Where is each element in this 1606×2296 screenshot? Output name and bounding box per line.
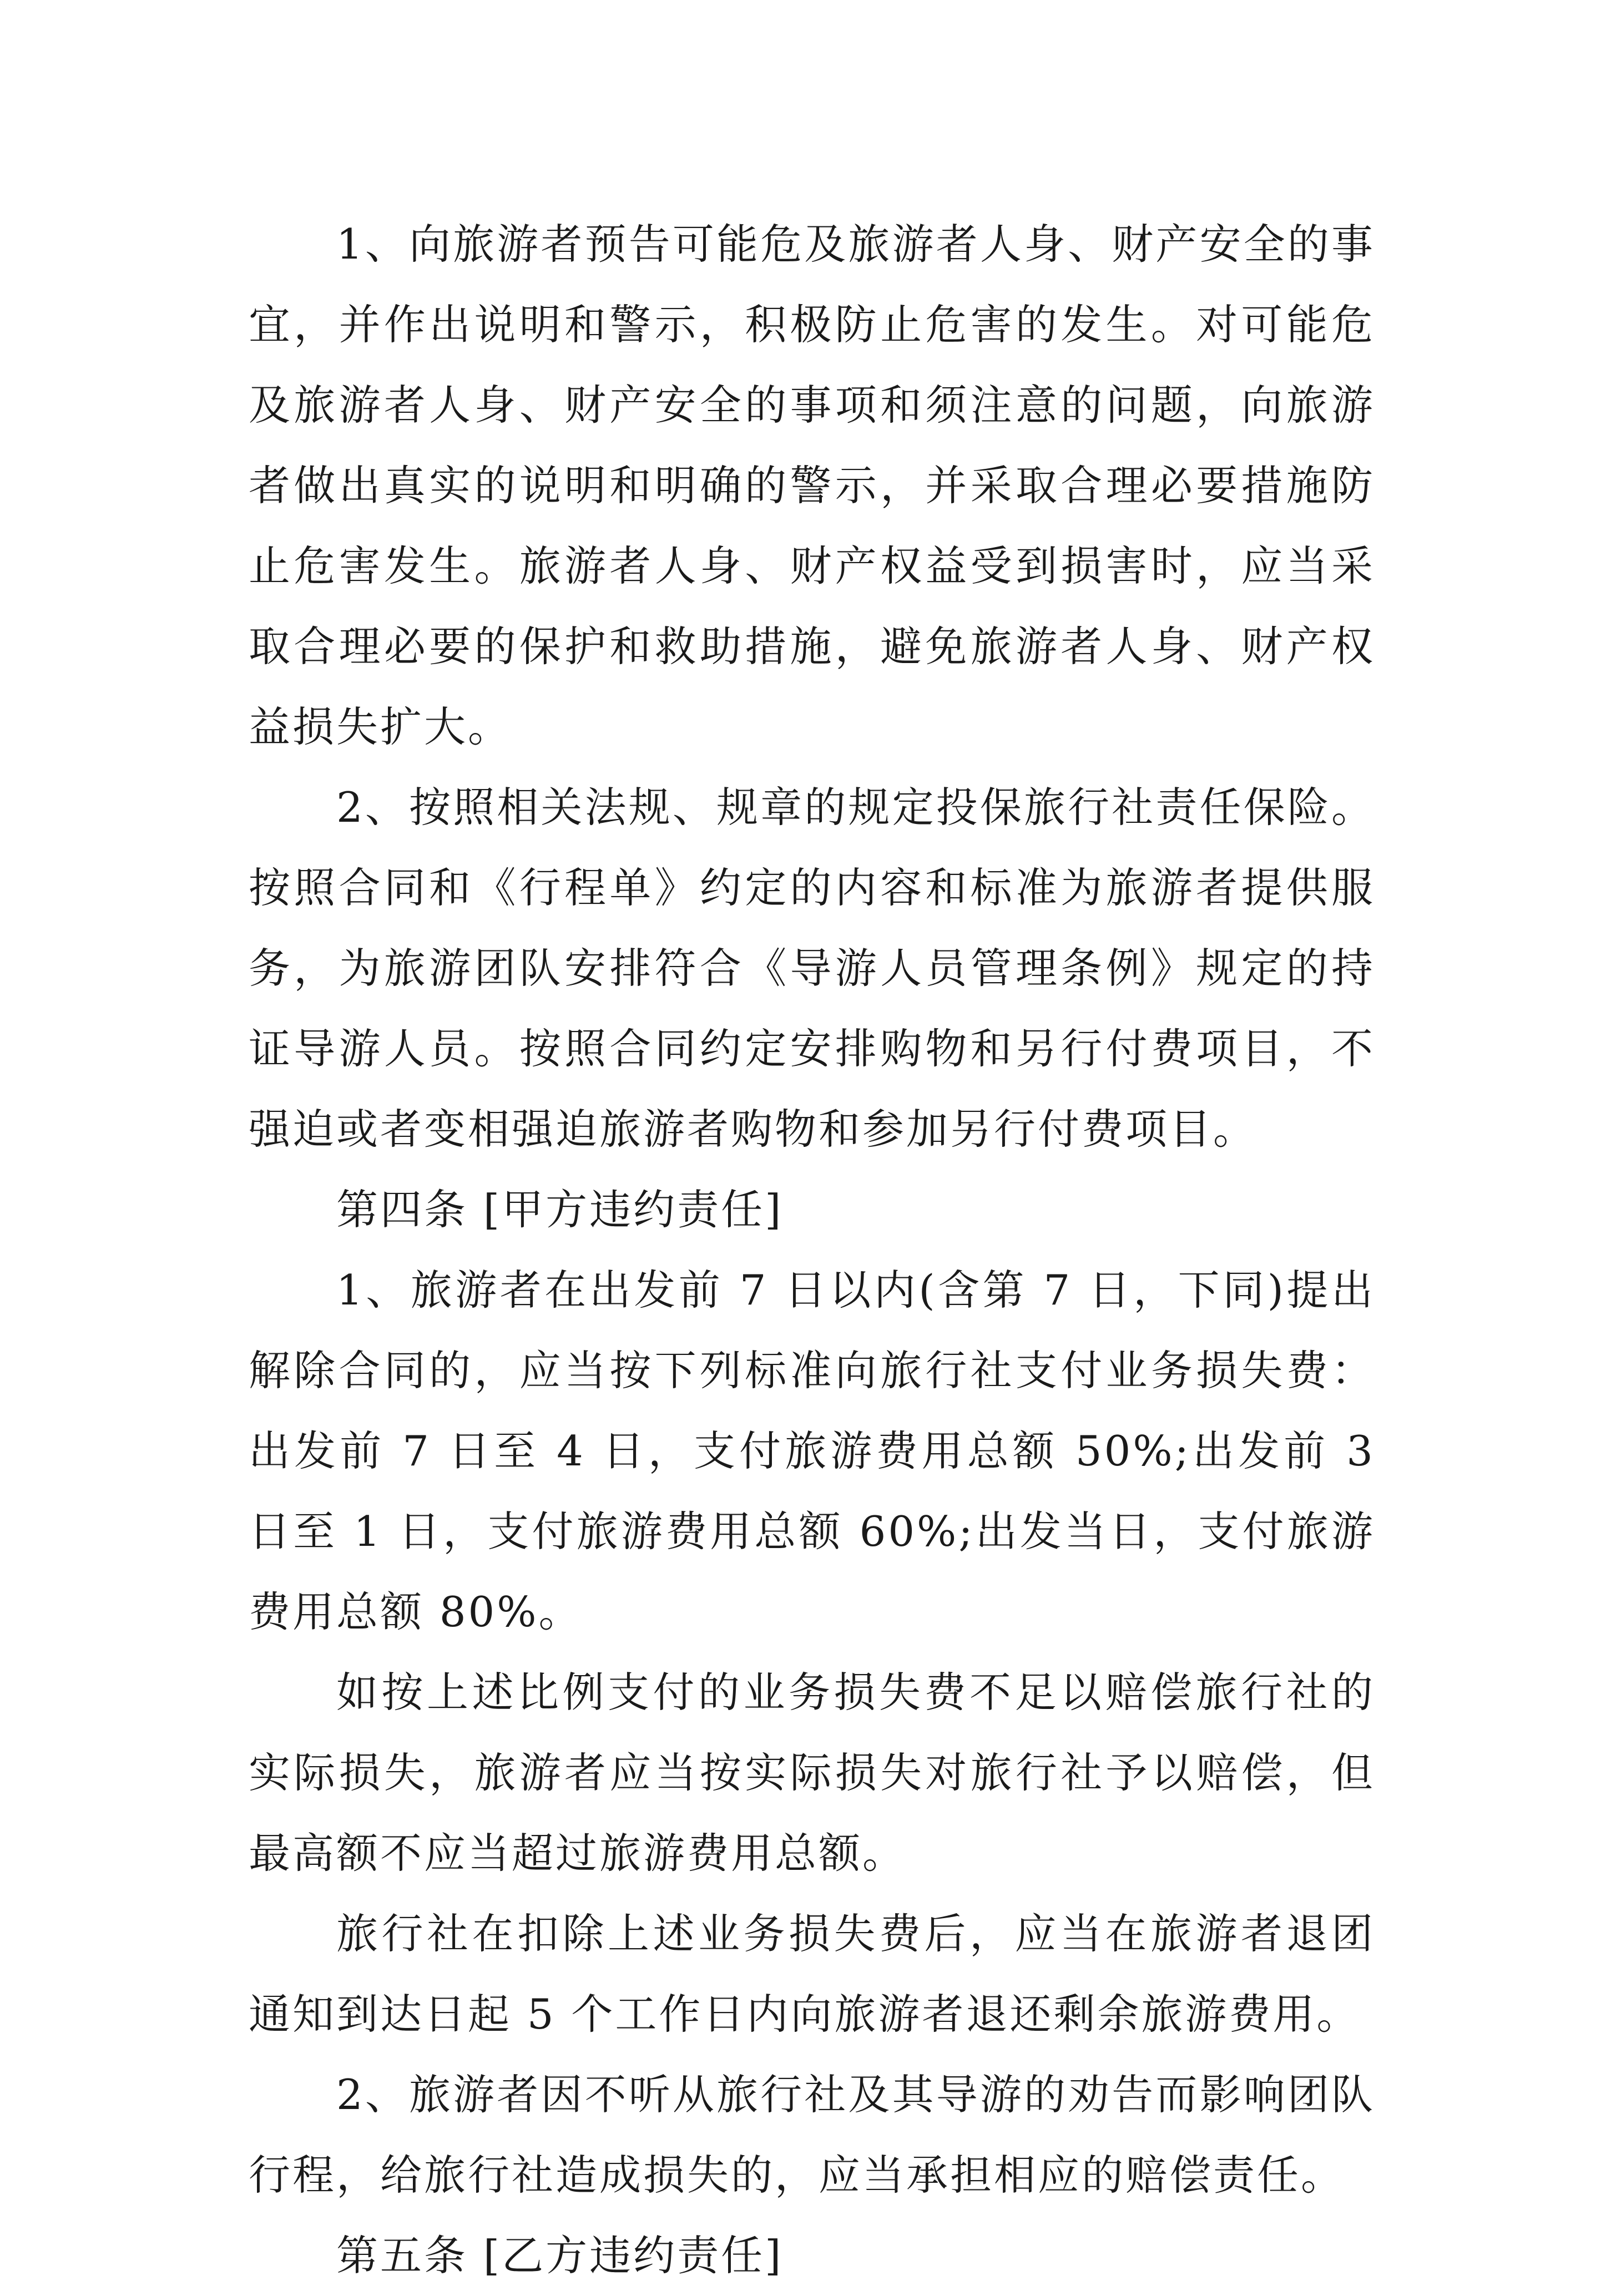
- article-4-heading: 第四条 [甲方违约责任]: [336, 1185, 784, 1234]
- document-body: [249, 204, 1375, 2296]
- paragraph-refund: 旅行社在扣除上述业务损失费后，应当在旅游者退团通知到达日起 5 个工作日内向旅游者退还剩余旅游费用。: [249, 1909, 1375, 2039]
- paragraph-actual-loss: 如按上述比例支付的业务损失费不足以赔偿旅行社的实际损失，旅游者应当按实际损失对旅行社予以赔偿，但最高额不应当超过旅游费用总额。: [249, 1668, 1375, 1878]
- paragraph-guide-advice: 2、旅游者因不听从旅行社及其导游的劝告而影响团队行程，给旅行社造成损失的，应当承担相应的赔偿责任。: [249, 2070, 1375, 2199]
- article-5-heading: 第五条 [乙方违约责任]: [336, 2231, 784, 2280]
- paragraph-insurance-service: 2、按照相关法规、规章的规定投保旅行社责任保险。按照合同和《行程单》约定的内容和标准为旅游者提供服务，为旅游团队安排符合《导游人员管理条例》规定的持证导游人员。按照合同约定安排购物和另行付费项目，不强迫或者变相强迫旅游者购物和参加另行付费项目。: [249, 783, 1375, 1154]
- paragraph-cancellation-fees: 1、旅游者在出发前 7 日以内(含第 7 日，下同)提出解除合同的，应当按下列标准向旅行社支付业务损失费：出发前 7 日至 4 日，支付旅游费用总额 50%;出发前 3 日至 1 日，支付旅游费用总额 60%;出发当日，支付旅游费用总额 80%。: [249, 1266, 1375, 1636]
- paragraph-safety-warning: 1、向旅游者预告可能危及旅游者人身、财产安全的事宜，并作出说明和警示，积极防止危害的发生。对可能危及旅游者人身、财产安全的事项和须注意的问题，向旅游者做出真实的说明和明确的警示，并采取合理必要措施防止危害发生。旅游者人身、财产权益受到损害时，应当采取合理必要的保护和救助措施，避免旅游者人身、财产权益损失扩大。: [249, 220, 1375, 751]
